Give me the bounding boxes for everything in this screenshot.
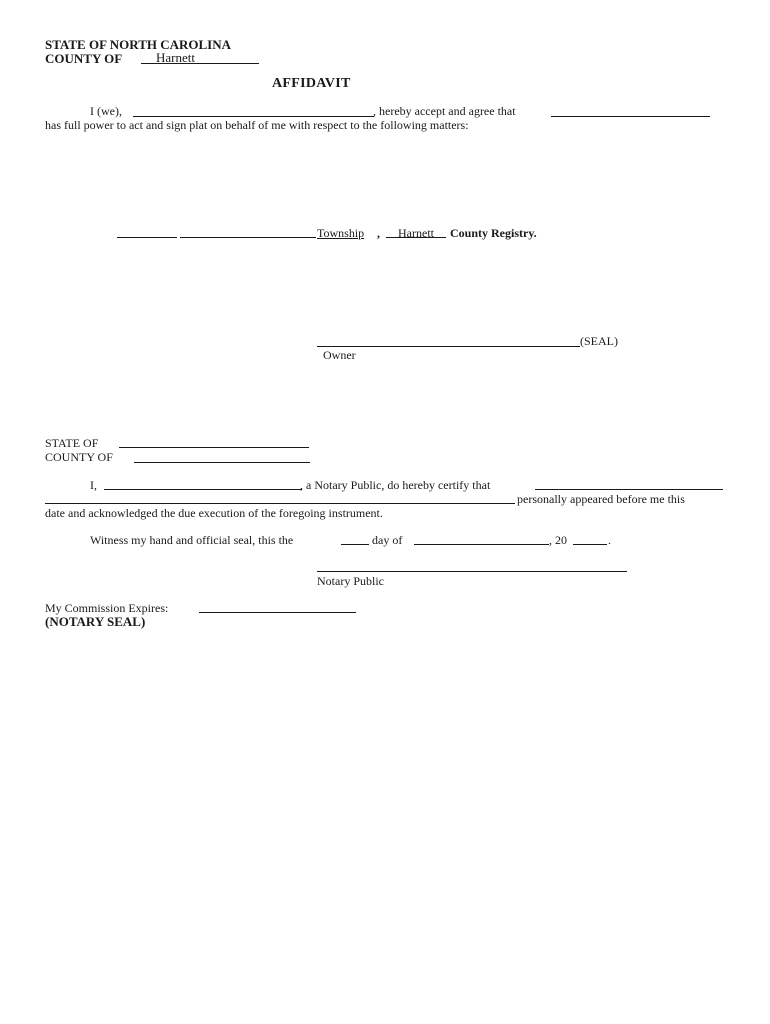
commission-label: My Commission Expires: — [45, 601, 169, 615]
state-heading: STATE OF NORTH CAROLINA — [45, 37, 232, 52]
witness-lead: Witness my hand and official seal, this the — [90, 533, 294, 547]
county-heading-value: Harnett — [156, 50, 195, 65]
notary-line1-lead: I, — [90, 478, 97, 492]
location-blank-1[interactable] — [117, 237, 177, 238]
agreement-line-2: has full power to act and sign plat on behalf of me with respect to the following matters: — [45, 118, 469, 132]
witness-day-label: day of — [372, 533, 403, 547]
notary-line3: date and acknowledged the due execution of the foregoing instrument. — [45, 506, 383, 520]
witness-month-line[interactable] — [414, 544, 549, 545]
document-title: AFFIDAVIT — [272, 76, 351, 91]
witness-year-line[interactable] — [573, 544, 607, 545]
location-comma: , — [377, 226, 380, 240]
registry-label: County Registry. — [450, 226, 537, 240]
witness-end: . — [608, 533, 611, 547]
notary-line2-tail: personally appeared before me this — [517, 492, 685, 506]
county-heading-label: COUNTY OF — [45, 51, 123, 66]
agreement-lead: I (we), — [90, 104, 122, 118]
certified-person-line[interactable] — [535, 489, 723, 490]
agent-name-line[interactable] — [133, 116, 374, 117]
agreement-mid: , hereby accept and agree that — [373, 104, 516, 118]
notary-seal-label: (NOTARY SEAL) — [45, 614, 146, 629]
owner-label: Owner — [323, 348, 356, 362]
notary-state-label: STATE OF — [45, 436, 99, 450]
notary-name-line[interactable] — [104, 489, 302, 490]
certified-person-line-2[interactable] — [45, 503, 515, 504]
notary-state-line[interactable] — [119, 447, 309, 448]
notary-county-label: COUNTY OF — [45, 450, 113, 464]
notary-line1-mid: , a Notary Public, do hereby certify that — [300, 478, 491, 492]
owner-seal-label: (SEAL) — [580, 334, 618, 348]
witness-day-line[interactable] — [341, 544, 369, 545]
notary-signature-line[interactable] — [317, 571, 627, 572]
commission-line[interactable] — [199, 612, 356, 613]
owner-signature-line[interactable] — [317, 346, 580, 347]
witness-year-label: , 20 — [549, 533, 567, 547]
grantee-name-line[interactable] — [551, 116, 710, 117]
notary-public-label: Notary Public — [317, 574, 384, 588]
township-label: Township — [317, 226, 365, 240]
notary-county-line[interactable] — [134, 462, 310, 463]
location-blank-2[interactable] — [180, 237, 316, 238]
location-county-value: Harnett — [398, 226, 434, 240]
